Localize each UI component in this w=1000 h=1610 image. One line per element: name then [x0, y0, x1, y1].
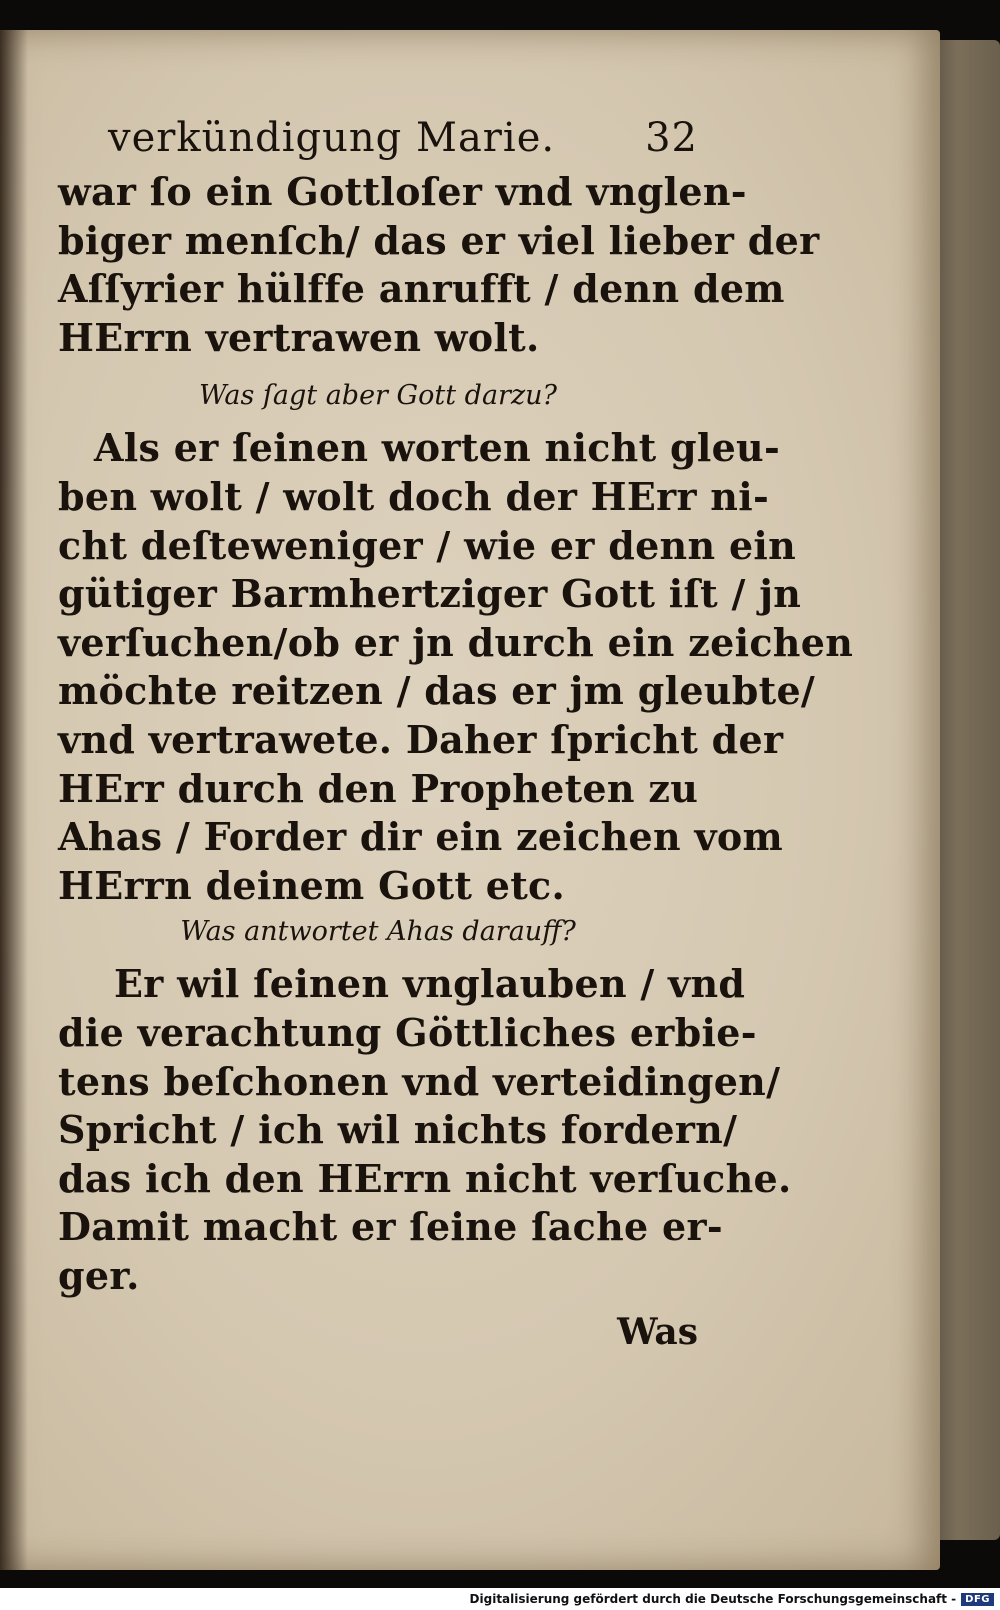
paragraph-2: [58, 424, 854, 910]
text-line: HErrn vertrawen wolt.: [58, 314, 540, 360]
digitization-credit: Digitalisierung gefördert durch die Deutsche Forschungsgemeinschaft -: [469, 1592, 957, 1606]
text-line: gütiger Barmhertziger Gott iſt / jn: [58, 571, 802, 617]
text-line: Er wil ſeinen vnglauben / vnd: [114, 961, 746, 1007]
text-line: war ſo ein Gottloſer vnd vnglen-: [58, 169, 747, 214]
page-number: 32: [645, 115, 698, 161]
page-text-block: [58, 112, 854, 1358]
running-head: [58, 112, 698, 168]
text-line: die verachtung Göttliches erbie-: [58, 1009, 757, 1055]
page-gutter-shadow: [0, 30, 28, 1570]
digitization-credit-bar: [0, 1588, 1000, 1610]
text-line: HErr durch den Propheten zu: [58, 765, 699, 811]
book-back-cover: [930, 40, 1000, 1540]
text-line: vnd vertrawete. Daher ſpricht der: [58, 716, 784, 762]
text-line: das ich den HErrn nicht verſuche.: [58, 1155, 792, 1201]
text-line: möchte reitzen / das er jm gleubte/: [58, 668, 816, 714]
text-line: HErrn deinem Gott etc.: [58, 862, 566, 908]
running-head-title: verkündigung Marie.: [108, 115, 556, 161]
question-heading-1: Was ſagt aber Gott darzu?: [198, 380, 558, 412]
catchword: Was: [617, 1311, 698, 1354]
paragraph-3: [58, 960, 792, 1300]
text-line: Aſſyrier hülffe anrufft / denn dem: [58, 266, 785, 312]
text-line: Als er ſeinen worten nicht gleu-: [94, 425, 781, 471]
text-line: Damit macht er ſeine ſache er-: [58, 1204, 723, 1250]
paragraph-1: [58, 168, 820, 362]
dfg-logo: DFG: [961, 1593, 994, 1606]
text-line: tens beſchonen vnd verteidingen/: [58, 1058, 781, 1104]
text-line: ger.: [58, 1252, 140, 1298]
text-line: cht deſteweniger / wie er denn ein: [58, 522, 797, 568]
text-line: verſuchen/ob er jn durch ein zeichen: [58, 619, 854, 665]
text-line: ben wolt / wolt doch der HErr ni-: [58, 473, 770, 519]
text-line: Ahas / Forder dir ein zeichen vom: [58, 814, 783, 860]
question-heading-2: Was antwortet Ahas darauff?: [180, 916, 576, 948]
text-line: Spricht / ich wil nichts fordern/: [58, 1107, 738, 1153]
text-line: biger menſch/ das er viel lieber der: [58, 217, 820, 263]
